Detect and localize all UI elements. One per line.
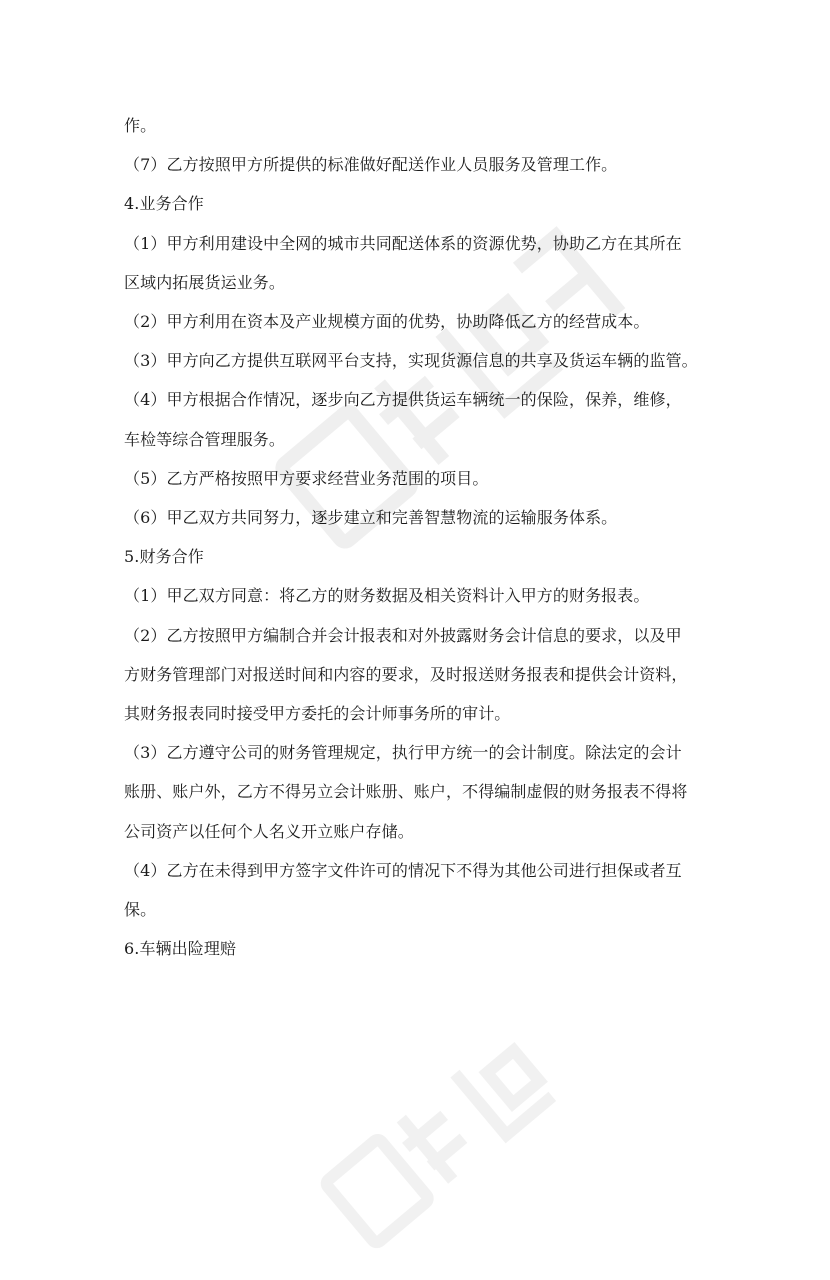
- paragraph-line: 公司资产以任何个人名义开立账户存储。: [124, 821, 414, 841]
- paragraph-line: 方财务管理部门对报送时间和内容的要求，及时报送财务报表和提供会计资料，: [124, 664, 688, 684]
- paragraph-line: （5）乙方严格按照甲方要求经营业务范围的项目。: [124, 468, 489, 488]
- paragraph-line: （2）乙方按照甲方编制合并会计报表和对外披露财务会计信息的要求，以及甲: [124, 625, 682, 645]
- paragraph-line: （3）甲方向乙方提供互联网平台支持，实现货源信息的共享及货运车辆的监管。: [124, 351, 698, 371]
- paragraph-line: 区域内拓展货运业务。: [124, 272, 286, 292]
- paragraph-line: （7）乙方按照甲方所提供的标准做好配送作业人员服务及管理工作。: [124, 155, 618, 175]
- paragraph-line: 其财务报表同时接受甲方委托的会计师事务所的审计。: [124, 704, 511, 724]
- paragraph-line: 保。: [124, 900, 157, 920]
- paragraph-line: （4）甲方根据合作情况，逐步向乙方提供货运车辆统一的保险，保养，维修，: [124, 390, 682, 410]
- paragraph-line: 作。: [124, 116, 157, 135]
- section-heading: 4.业务合作: [124, 194, 204, 214]
- section-heading: 6.车辆出险理赔: [124, 939, 237, 959]
- paragraph-line: 账册、账户外，乙方不得另立会计账册、账户，不得编制虚假的财务报表不得将: [124, 782, 688, 802]
- paragraph-line: （4）乙方在未得到甲方签字文件许可的情况下不得为其他公司进行担保或者互: [124, 860, 682, 880]
- section-heading: 5.财务合作: [124, 547, 204, 567]
- paragraph-line: （1）甲方利用建设中全网的城市共同配送体系的资源优势，协助乙方在其所在: [124, 233, 682, 253]
- paragraph-line: （1）甲乙双方同意：将乙方的财务数据及相关资料计入甲方的财务报表。: [124, 586, 650, 606]
- paragraph-line: （2）甲方利用在资本及产业规模方面的优势，协助降低乙方的经营成本。: [124, 312, 650, 332]
- watermark-logo-bottom: [290, 980, 610, 1280]
- paragraph-line: 车检等综合管理服务。: [124, 429, 286, 449]
- document-body: [124, 106, 714, 968]
- paragraph-line: （6）甲乙双方共同努力，逐步建立和完善智慧物流的运输服务体系。: [124, 508, 618, 528]
- paragraph-line: （3）乙方遵守公司的财务管理规定，执行甲方统一的会计制度。除法定的会计: [124, 743, 682, 763]
